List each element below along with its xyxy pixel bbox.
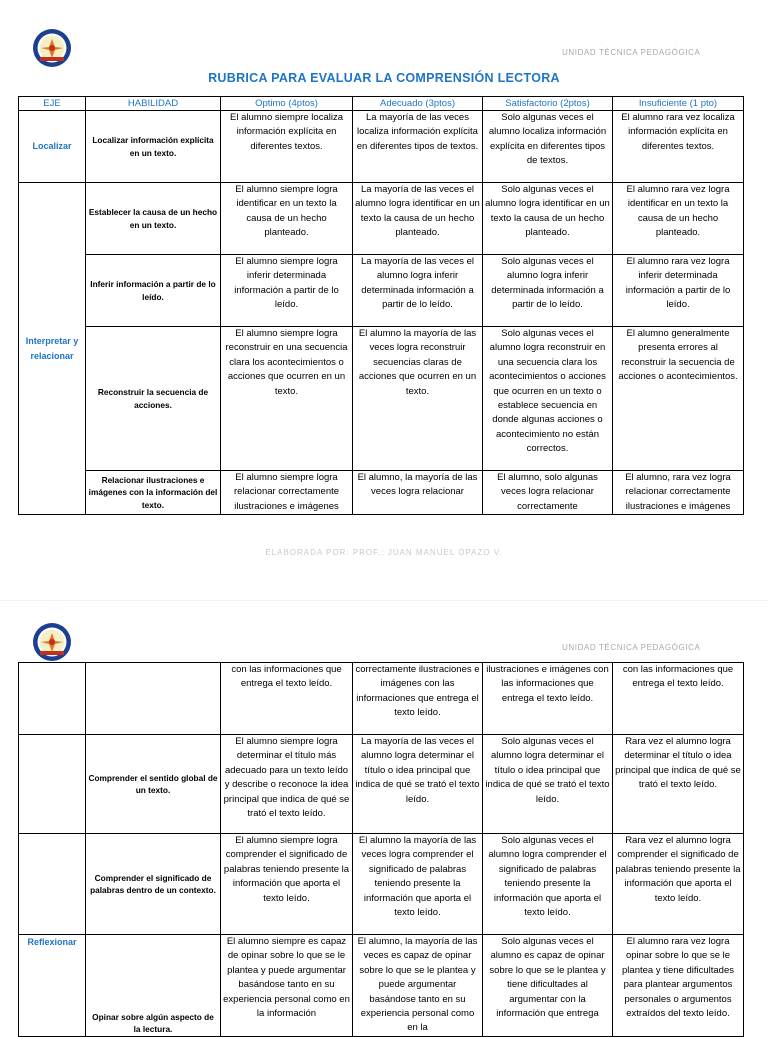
satisfactorio-cell: Solo algunas veces el alumno logra inferir determinada información a partir de lo leído. xyxy=(483,255,613,327)
eje-cell-empty xyxy=(19,735,86,834)
school-logo-icon xyxy=(32,622,72,662)
column-header-satisfactorio: Satisfactorio (2ptos) xyxy=(483,97,613,111)
habilidad-cell: Relacionar ilustraciones e imágenes con la información del texto. xyxy=(86,471,221,515)
satisfactorio-cell: ilustraciones e imágenes con las informaciones que entrega el texto leído. xyxy=(483,663,613,735)
habilidad-cell xyxy=(86,663,221,735)
table-row xyxy=(19,663,744,735)
table-row xyxy=(19,111,744,183)
insuficiente-cell: El alumno rara vez logra inferir determinada información a partir de lo leído. xyxy=(613,255,744,327)
adecuado-cell: correctamente ilustraciones e imágenes con las informaciones que entrega el texto leído. xyxy=(353,663,483,735)
insuficiente-cell: con las informaciones que entrega el texto leído. xyxy=(613,663,744,735)
header-unit-label: UNIDAD TÉCNICA PEDAGÓGICA xyxy=(562,48,701,57)
table-row xyxy=(19,935,744,1037)
eje-interpretar: Interpretar y relacionar xyxy=(19,183,86,515)
column-header-eje: EJE xyxy=(19,97,86,111)
header-unit-label: UNIDAD TÉCNICA PEDAGÓGICA xyxy=(562,643,701,652)
optimo-cell: con las informaciones que entrega el texto leído. xyxy=(221,663,353,735)
habilidad-cell: Reconstruir la secuencia de acciones. xyxy=(86,327,221,471)
column-header-insuficiente: Insuficiente (1 pto) xyxy=(613,97,744,111)
adecuado-cell: El alumno, la mayoría de las veces logra relacionar xyxy=(353,471,483,515)
adecuado-cell: La mayoría de las veces el alumno logra determinar el título o idea principal que indica de qué se trató el texto leído. xyxy=(353,735,483,834)
table-row xyxy=(19,183,744,255)
habilidad-cell: Comprender el significado de palabras dentro de un contexto. xyxy=(86,834,221,935)
satisfactorio-cell: Solo algunas veces el alumno logra comprender el significado de palabras teniendo presente la información que aporta el texto leído. xyxy=(483,834,613,935)
eje-cell-empty xyxy=(19,834,86,935)
adecuado-cell: El alumno la mayoría de las veces logra reconstruir secuencias claras de acciones que ocurren en un texto. xyxy=(353,327,483,471)
satisfactorio-cell: Solo algunas veces el alumno es capaz de opinar sobre lo que se le plantea y tiene dificultades al argumentar con la información que entrega xyxy=(483,935,613,1037)
adecuado-cell: El alumno, la mayoría de las veces es capaz de opinar sobre lo que se le plantea y puede argumentar basándose tanto en su experiencia personal como en la xyxy=(353,935,483,1037)
insuficiente-cell: El alumno rara vez localiza información explícita en diferentes textos. xyxy=(613,111,744,183)
rubric-table-page1 xyxy=(18,96,744,515)
optimo-cell: El alumno siempre es capaz de opinar sobre lo que se le plantea y puede argumentar basándose tanto en su experiencia personal como en la información xyxy=(221,935,353,1037)
school-logo-icon xyxy=(32,28,72,68)
adecuado-cell: La mayoría de las veces localiza información explícita en diferentes tipos de textos. xyxy=(353,111,483,183)
table-header-row xyxy=(19,97,744,111)
table-row xyxy=(19,327,744,471)
insuficiente-cell: El alumno rara vez logra identificar en un texto la causa de un hecho planteado. xyxy=(613,183,744,255)
satisfactorio-cell: El alumno, solo algunas veces logra relacionar correctamente xyxy=(483,471,613,515)
adecuado-cell: El alumno la mayoría de las veces logra comprender el significado de palabras teniendo presente la información que aporta el texto leído. xyxy=(353,834,483,935)
table-row xyxy=(19,834,744,935)
footer-author: ELABORADA POR: PROF.: JUAN MANUEL OPAZO V. xyxy=(265,548,503,557)
optimo-cell: El alumno siempre logra identificar en un texto la causa de un hecho planteado. xyxy=(221,183,353,255)
optimo-cell: El alumno siempre logra determinar el título más adecuado para un texto leído y describe o reconoce la idea principal que indica de qué se trató el texto leído. xyxy=(221,735,353,834)
satisfactorio-cell: Solo algunas veces el alumno logra identificar en un texto la causa de un hecho planteado. xyxy=(483,183,613,255)
satisfactorio-cell: Solo algunas veces el alumno logra reconstruir en una secuencia clara los acontecimientos o acciones que ocurren en un texto o establece secuencia en donde algunas acciones o acontecimiento no están correctos. xyxy=(483,327,613,471)
optimo-cell: El alumno siempre logra comprender el significado de palabras teniendo presente la información que aporta el texto leído. xyxy=(221,834,353,935)
optimo-cell: El alumno siempre logra inferir determinada información a partir de lo leído. xyxy=(221,255,353,327)
optimo-cell: El alumno siempre logra reconstruir en una secuencia clara los acontecimientos o acciones que ocurren en un texto. xyxy=(221,327,353,471)
optimo-cell: El alumno siempre localiza información explícita en diferentes textos. xyxy=(221,111,353,183)
column-header-optimo: Optimo (4ptos) xyxy=(221,97,353,111)
habilidad-cell: Comprender el sentido global de un texto. xyxy=(86,735,221,834)
eje-localizar: Localizar xyxy=(19,111,86,183)
eje-reflexionar: Reflexionar xyxy=(19,935,86,1037)
rubric-table-page2 xyxy=(18,662,744,1037)
insuficiente-cell: El alumno generalmente presenta errores al reconstruir la secuencia de acciones o acontecimientos. xyxy=(613,327,744,471)
habilidad-cell: Localizar información explícita en un texto. xyxy=(86,111,221,183)
insuficiente-cell: Rara vez el alumno logra determinar el título o idea principal que indica de qué se trató el texto leído. xyxy=(613,735,744,834)
insuficiente-cell: El alumno rara vez logra opinar sobre lo que se le plantea y tiene dificultades para plantear argumentos personales o argumentos extraídos del texto leído. xyxy=(613,935,744,1037)
habilidad-cell: Inferir información a partir de lo leído. xyxy=(86,255,221,327)
page-separator xyxy=(0,600,768,601)
table-row xyxy=(19,255,744,327)
column-header-adecuado: Adecuado (3ptos) xyxy=(353,97,483,111)
habilidad-cell: Establecer la causa de un hecho en un texto. xyxy=(86,183,221,255)
habilidad-cell: Opinar sobre algún aspecto de la lectura. xyxy=(86,935,221,1037)
column-header-habilidad: HABILIDAD xyxy=(86,97,221,111)
optimo-cell: El alumno siempre logra relacionar correctamente ilustraciones e imágenes xyxy=(221,471,353,515)
table-row xyxy=(19,471,744,515)
eje-cell-empty xyxy=(19,663,86,735)
satisfactorio-cell: Solo algunas veces el alumno localiza información explícita en diferentes tipos de textos. xyxy=(483,111,613,183)
adecuado-cell: La mayoría de las veces el alumno logra identificar en un texto la causa de un hecho planteado. xyxy=(353,183,483,255)
adecuado-cell: La mayoría de las veces el alumno logra inferir determinada información a partir de lo leído. xyxy=(353,255,483,327)
insuficiente-cell: El alumno, rara vez logra relacionar correctamente ilustraciones e imágenes xyxy=(613,471,744,515)
insuficiente-cell: Rara vez el alumno logra comprender el significado de palabras teniendo presente la información que aporta el texto leído. xyxy=(613,834,744,935)
table-row xyxy=(19,735,744,834)
satisfactorio-cell: Solo algunas veces el alumno logra determinar el título o idea principal que indica de qué se trató el texto leído. xyxy=(483,735,613,834)
page-title: RUBRICA PARA EVALUAR LA COMPRENSIÓN LECTORA xyxy=(208,71,560,85)
